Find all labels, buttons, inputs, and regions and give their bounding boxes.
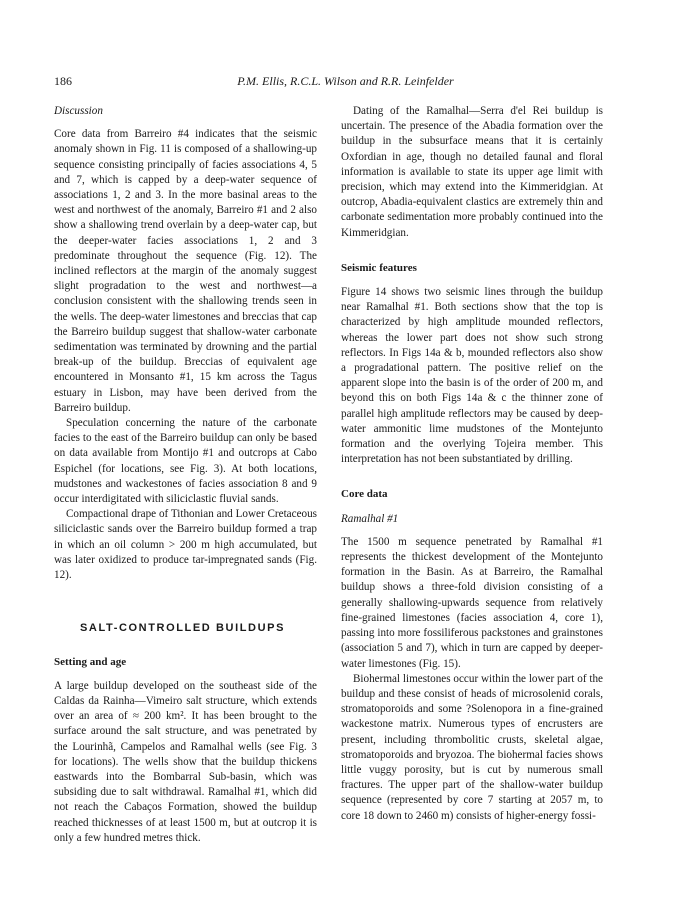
seismic-paragraph: Figure 14 shows two seismic lines through the buildup near Ramalhal #1. Both sections show that the top is characterized by high amplitude mounded reflectors, whereas the lower part does not show such strong reflectors. In Figs 14a & b, mounded reflectors also show a progradational pattern. The positive relief on the apparent slope into the basin is of the order of 200 m, and beyond this on both Figs 14a & c the thinner zone of parallel high amplitude reflectors may be caused by deep-water ammonitic lime mudstones of the Montejunto formation and the overlying Tojeira member. This interpretation has not been substantiated by drilling. (341, 286, 603, 466)
right-column (341, 104, 603, 824)
left-column (54, 104, 317, 846)
discussion-paragraph: Core data from Barreiro #4 indicates that the seismic anomaly shown in Fig. 11 is composed of a shallowing-up sequence consisting principally of facies associations 4, 5 and 7, which is capped by a deep-water sequence of associations 1, 2 and 3. In the more basinal areas to the west and northwest of the anomaly, Barreiro #1 and 2 also show a shallowing trend overlain by a deep-water cap, but the deeper-water facies associations 1, 2 and 3 predominate throughout the sequence (Fig. 12). The inclined reflectors at the margin of the anomaly suggest slight progradation to the west and northwest—a conclusion consistent with the shallowing trends seen in the wells. The deep-water limestones and breccias that cap the Barreiro buildup suggest that shallow-water carbonate sedimentation was terminated by drowning and the partial break-up of the buildup. Breccias of equivalent age encountered in Monsanto #1, 15 km across the Tagus estuary in Lisbon, may have been derived from the Barreiro buildup. (54, 128, 317, 414)
discussion-heading: Discussion (54, 105, 103, 117)
setting-paragraph: A large buildup developed on the southeast side of the Caldas da Rainha—Vimeiro salt structure, which extends over an area of ≈ 200 km². It has been brought to the surface around the salt structure, and was penetrated by the Lourinhã, Campelos and Ramalhal wells (see Fig. 3 for locations). The wells show that the buildup thickens eastwards into the Bombarral Sub-basin, which was subsiding due to salt withdrawal. Ramalhal #1, which did not reach the Cabaços Formation, showed the buildup reached thicknesses of at least 1500 m, but at outcrop it is only a few hundred metres thick. (54, 679, 317, 844)
running-head: P.M. Ellis, R.C.L. Wilson and R.R. Leinfelder (237, 74, 454, 88)
discussion-paragraph: Speculation concerning the nature of the carbonate facies to the east of the Barreiro buildup can only be based on data available from Montijo #1 and outcrops at Cabo Espichel (for locations, see Fig. 3). At both locations, mudstones and wackestones of facies association 8 and 9 occur interdigitated with siliciclastic fluvial sands. (54, 417, 317, 506)
core-data-heading: Core data (341, 488, 388, 501)
dating-paragraph: Dating of the Ramalhal—Serra d'el Rei buildup is uncertain. The presence of the Abadia formation over the buildup in the subsurface means that it is certainly Oxfordian in age, though no detailed faunal and floral information is available to state its upper age limit with precision, which may extend into the Kimmeridgian. At outcrop, Abadia-equivalent clastics are extremely thin and carbonate sedimentation more probably continued into the Kimmeridgian. (341, 105, 603, 239)
section-heading: SALT-CONTROLLED BUILDUPS (80, 622, 286, 635)
core-paragraph: Biohermal limestones occur within the lower part of the buildup and these consist of heads of microsolenid corals, stromatoporoids and some ?Solenopora in a fine-grained wackestone matrix. Numerous types of encrusters are present, including thrombolitic crusts, skeletal algae, stromatoporoids and bryozoa. The biohermal facies shows little vuggy porosity, but is cut by numerous small fractures. The upper part of the shallow-water buildup sequence (represented by core 7 starting at 2057 m, to core 18 down to 2460 m) consists of higher-energy fossi- (341, 672, 603, 822)
seismic-heading: Seismic features (341, 261, 417, 274)
setting-heading: Setting and age (54, 655, 127, 668)
ramalhal-heading: Ramalhal #1 (341, 512, 399, 525)
discussion-paragraph: Compactional drape of Tithonian and Lower Cretaceous siliciclastic sands over the Barreiro buildup formed a trap in which an oil column > 200 m high accumulated, but was later oxidized to produce tar-impregnated sands (Fig. 12). (54, 508, 317, 582)
page-number: 186 (54, 74, 72, 88)
core-paragraph: The 1500 m sequence penetrated by Ramalhal #1 represents the thickest development of the Montejunto formation in the Basin. As at Barreiro, the Ramalhal buildup shows a three-fold division consisting of a generally shallowing-upwards sequence from relatively fine-grained limestones (facies association 4, core 1), passing into more fossiliferous packstones and grainstones (association 5 and 7), which in turn are capped by deeper-water limestones (Fig. 15). (341, 535, 603, 670)
